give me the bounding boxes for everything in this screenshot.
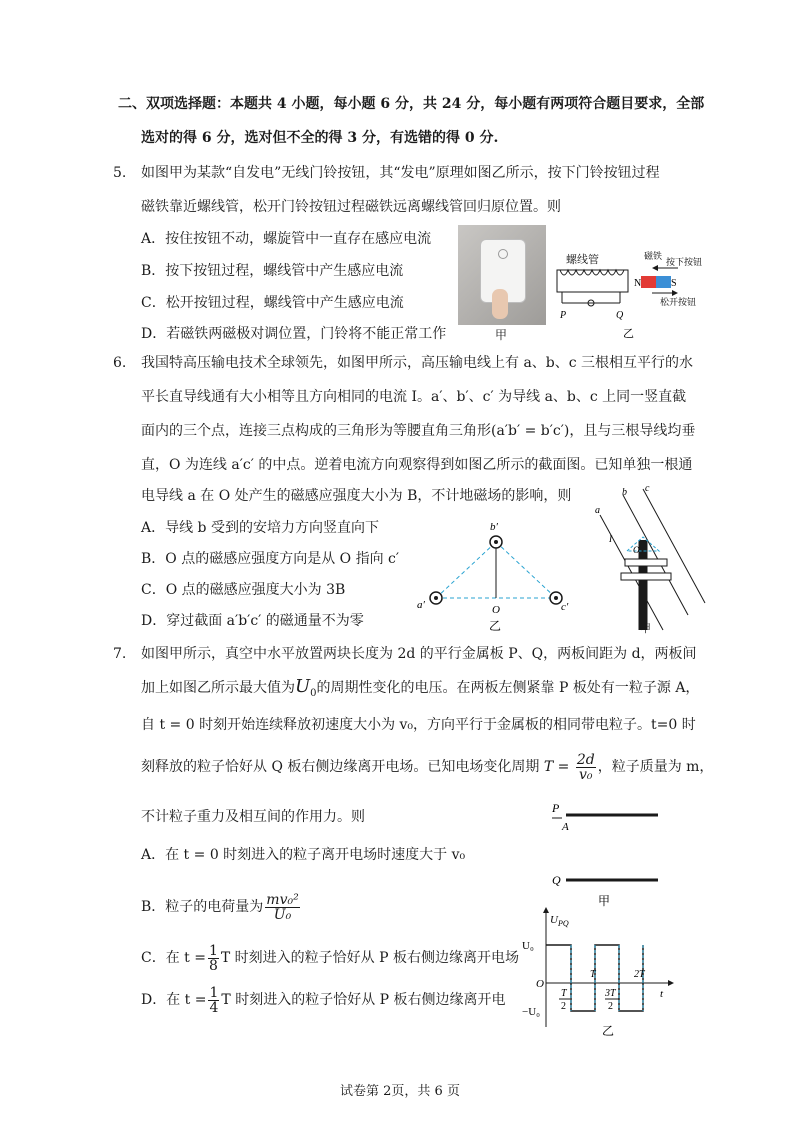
q6-stem-line3: 面内的三个点，连接三点构成的三角形为等腰直角三角形(a′b′ = b′c′)，且与三根导线均垂 [141, 423, 696, 439]
plate-q-label: Q [552, 873, 561, 887]
plate-p-label: P [552, 801, 560, 815]
q5-doorbell-photo [458, 225, 546, 325]
q7-voltage-chart [520, 905, 675, 1040]
u-axis-label-sub: PQ [558, 919, 569, 928]
wire-c [643, 489, 705, 603]
q7-line4-part2: ，粒子质量为 m， [597, 759, 714, 775]
q7-line2-U-sub: 0 [310, 687, 317, 699]
pole-label-c: c [645, 485, 650, 494]
tick-t-half-den: 2 [561, 1001, 566, 1012]
q5-stem-line1: 如图甲为某款“自发电”无线门铃按钮，其“发电”原理如图乙所示，按下门铃按钮过程 [141, 165, 660, 181]
q7-line2-part2: 的周期性变化的电压。在两板左侧紧靠 P 板处有一粒子源 A， [316, 680, 700, 696]
pole-crossarm-1 [625, 559, 667, 566]
coil-label-q: Q [616, 310, 624, 321]
pole-current-label: I [609, 534, 612, 544]
neg-u0-label: −U₀ [522, 1006, 540, 1018]
t-axis-label: t [660, 988, 664, 1000]
q7-option-c[interactable]: C．在 t = $\frac{1}{8}$ T 时刻进入的粒子恰好从 P 板右侧边缘离开电场 [141, 942, 519, 974]
q5-option-a[interactable]: A．按住按钮不动，螺旋管中一直存在感应电流 [141, 231, 432, 247]
section-title-line1: 二、双项选择题：本题共 4 小题，每小题 6 分，共 24 分，每小题有两项符合题目要求，全部 [118, 96, 705, 112]
press-arrowhead [652, 265, 658, 271]
q5-coil-diagram [548, 245, 718, 340]
pole-label-b: b [622, 487, 627, 498]
q7-fig-yi-label: 乙 [602, 1024, 615, 1038]
press-label: 按下按钮 [666, 257, 703, 267]
pole-crossarm-2 [621, 573, 671, 580]
q5-number: 5. [113, 165, 127, 181]
origin-label: O [536, 978, 544, 990]
q6-option-a[interactable]: A．导线 b 受到的安培力方向竖直向下 [141, 520, 379, 536]
u0-label: U₀ [522, 940, 534, 952]
q7-period-fraction: $\frac{2d}{\text{v₀}}$ [576, 751, 595, 783]
q6-cross-section-diagram [408, 520, 583, 635]
q6-option-c[interactable]: C．O 点的磁感应强度大小为 3B [141, 582, 346, 598]
coil-label-p: P [560, 310, 567, 321]
magnet-n-label: N [634, 278, 642, 289]
magnet-south [656, 276, 671, 288]
u-axis-arrow [543, 907, 549, 913]
q5-option-d[interactable]: D．若磁铁两磁极对调位置，门铃将不能正常工作 [141, 326, 447, 342]
q7-number: 7. [113, 646, 127, 662]
q6-stem-line4: 直，O 为连线 a′c′ 的中点。逆着电流方向观察得到如图乙所示的截面图。已知单独一根通 [141, 457, 693, 473]
q7-line2-U: U [295, 676, 311, 697]
q6-stem-line1: 我国特高压输电技术全球领先，如图甲所示，高压输电线上有 a、b、c 三根相互平行的水 [141, 355, 694, 371]
q5-fig-yi-label: 乙 [623, 328, 634, 340]
edge-bc [496, 542, 556, 598]
label-a-prime: a′ [417, 599, 425, 611]
q6-number: 6. [113, 355, 127, 371]
q7-line2-part1: 加上如图乙所示最大值为 [141, 680, 295, 696]
source-a-label: A [562, 821, 569, 833]
release-arrowhead [672, 290, 678, 296]
u-axis-label: U [550, 914, 558, 926]
q5-option-b[interactable]: B．按下按钮过程，螺线管中产生感应电流 [141, 263, 404, 279]
tick-t-half-num: T [561, 988, 567, 999]
pole-label-a: a [595, 505, 600, 516]
magnet-north [641, 276, 656, 288]
q6-option-d[interactable]: D．穿过截面 a′b′c′ 的磁通量不为零 [141, 613, 364, 629]
release-label: 松开按钮 [660, 297, 697, 307]
coil-winding [560, 270, 624, 275]
q6-fig-yi-label: 乙 [489, 619, 502, 633]
q5-stem-line2: 磁铁靠近螺线管，松开门铃按钮过程磁铁远离螺线管回归原位置。则 [141, 199, 561, 215]
tick-2t: 2T [634, 969, 645, 980]
coil-label: 螺线管 [566, 254, 599, 266]
bell-icon [498, 249, 508, 259]
finger-image [492, 289, 508, 319]
pole-label-o: O [633, 545, 640, 555]
q5-option-c[interactable]: C．松开按钮过程，螺线管中产生感应电流 [141, 295, 404, 311]
q6-stem-line5: 电导线 a 在 O 处产生的磁感应强度大小为 B，不计地磁场的影响，则 [141, 488, 572, 504]
q5-fig-jia-label: 甲 [495, 328, 508, 342]
q7-stem-line2 [141, 677, 699, 704]
q6-fig-jia-label: 甲 [640, 623, 651, 635]
q7-plates-diagram [548, 800, 668, 908]
q7-option-d[interactable]: D．在 t = $\frac{1}{4}$ T 时刻进入的粒子恰好从 P 板右侧边缘离开电 [141, 984, 506, 1016]
q6-power-pole-diagram [585, 485, 710, 635]
q6-stem-line2: 平长直导线通有大小相等且方向相同的电流 I。a′、b′、c′ 为导线 a、b、c 上同一竖直截 [141, 389, 687, 405]
q7-fig-jia-label: 甲 [598, 894, 611, 908]
label-o: O [492, 604, 500, 616]
tick-t: T [590, 969, 596, 980]
page-footer: 试卷第 2页，共 6 页 [340, 1084, 460, 1099]
section-title-line2: 选对的得 6 分，选对但不全的得 3 分，有选错的得 0 分. [141, 130, 499, 146]
magnet-label: 磁铁 [644, 251, 663, 261]
q7-line4-T: T = [543, 759, 570, 775]
label-b-prime: b′ [490, 521, 498, 533]
q7-option-a[interactable]: A．在 t = 0 时刻进入的粒子离开电场时速度大于 v₀ [141, 847, 466, 863]
q7-stem-line4 [141, 750, 713, 784]
edge-ab [436, 542, 496, 598]
q7-stem-line1: 如图甲所示，真空中水平放置两块长度为 2d 的平行金属板 P、Q，两板间距为 d，两板间 [141, 646, 697, 662]
q7-option-b[interactable]: B．粒子的电荷量为 $\frac{\text{mv₀²}}{\text{U₀}}$ [141, 891, 299, 923]
tick-3t-half-den: 2 [608, 1001, 613, 1012]
q7-stem-line3: 自 t = 0 时刻开始连续释放初速度大小为 v₀，方向平行于金属板的相同带电粒子。t=0 时 [141, 717, 696, 733]
q7-stem-line5: 不计粒子重力及相互间的作用力。则 [141, 809, 365, 825]
label-c-prime: c′ [561, 601, 569, 613]
q6-option-b[interactable]: B．O 点的磁感应强度方向是从 O 指向 c′ [141, 551, 400, 567]
tick-3t-half-num: 3T [605, 988, 616, 999]
t-axis-arrow [668, 980, 674, 986]
q7-line4-part1: 刻释放的粒子恰好从 Q 板右侧边缘离开电场。已知电场变化周期 [141, 759, 540, 775]
magnet-s-label: S [671, 278, 677, 289]
